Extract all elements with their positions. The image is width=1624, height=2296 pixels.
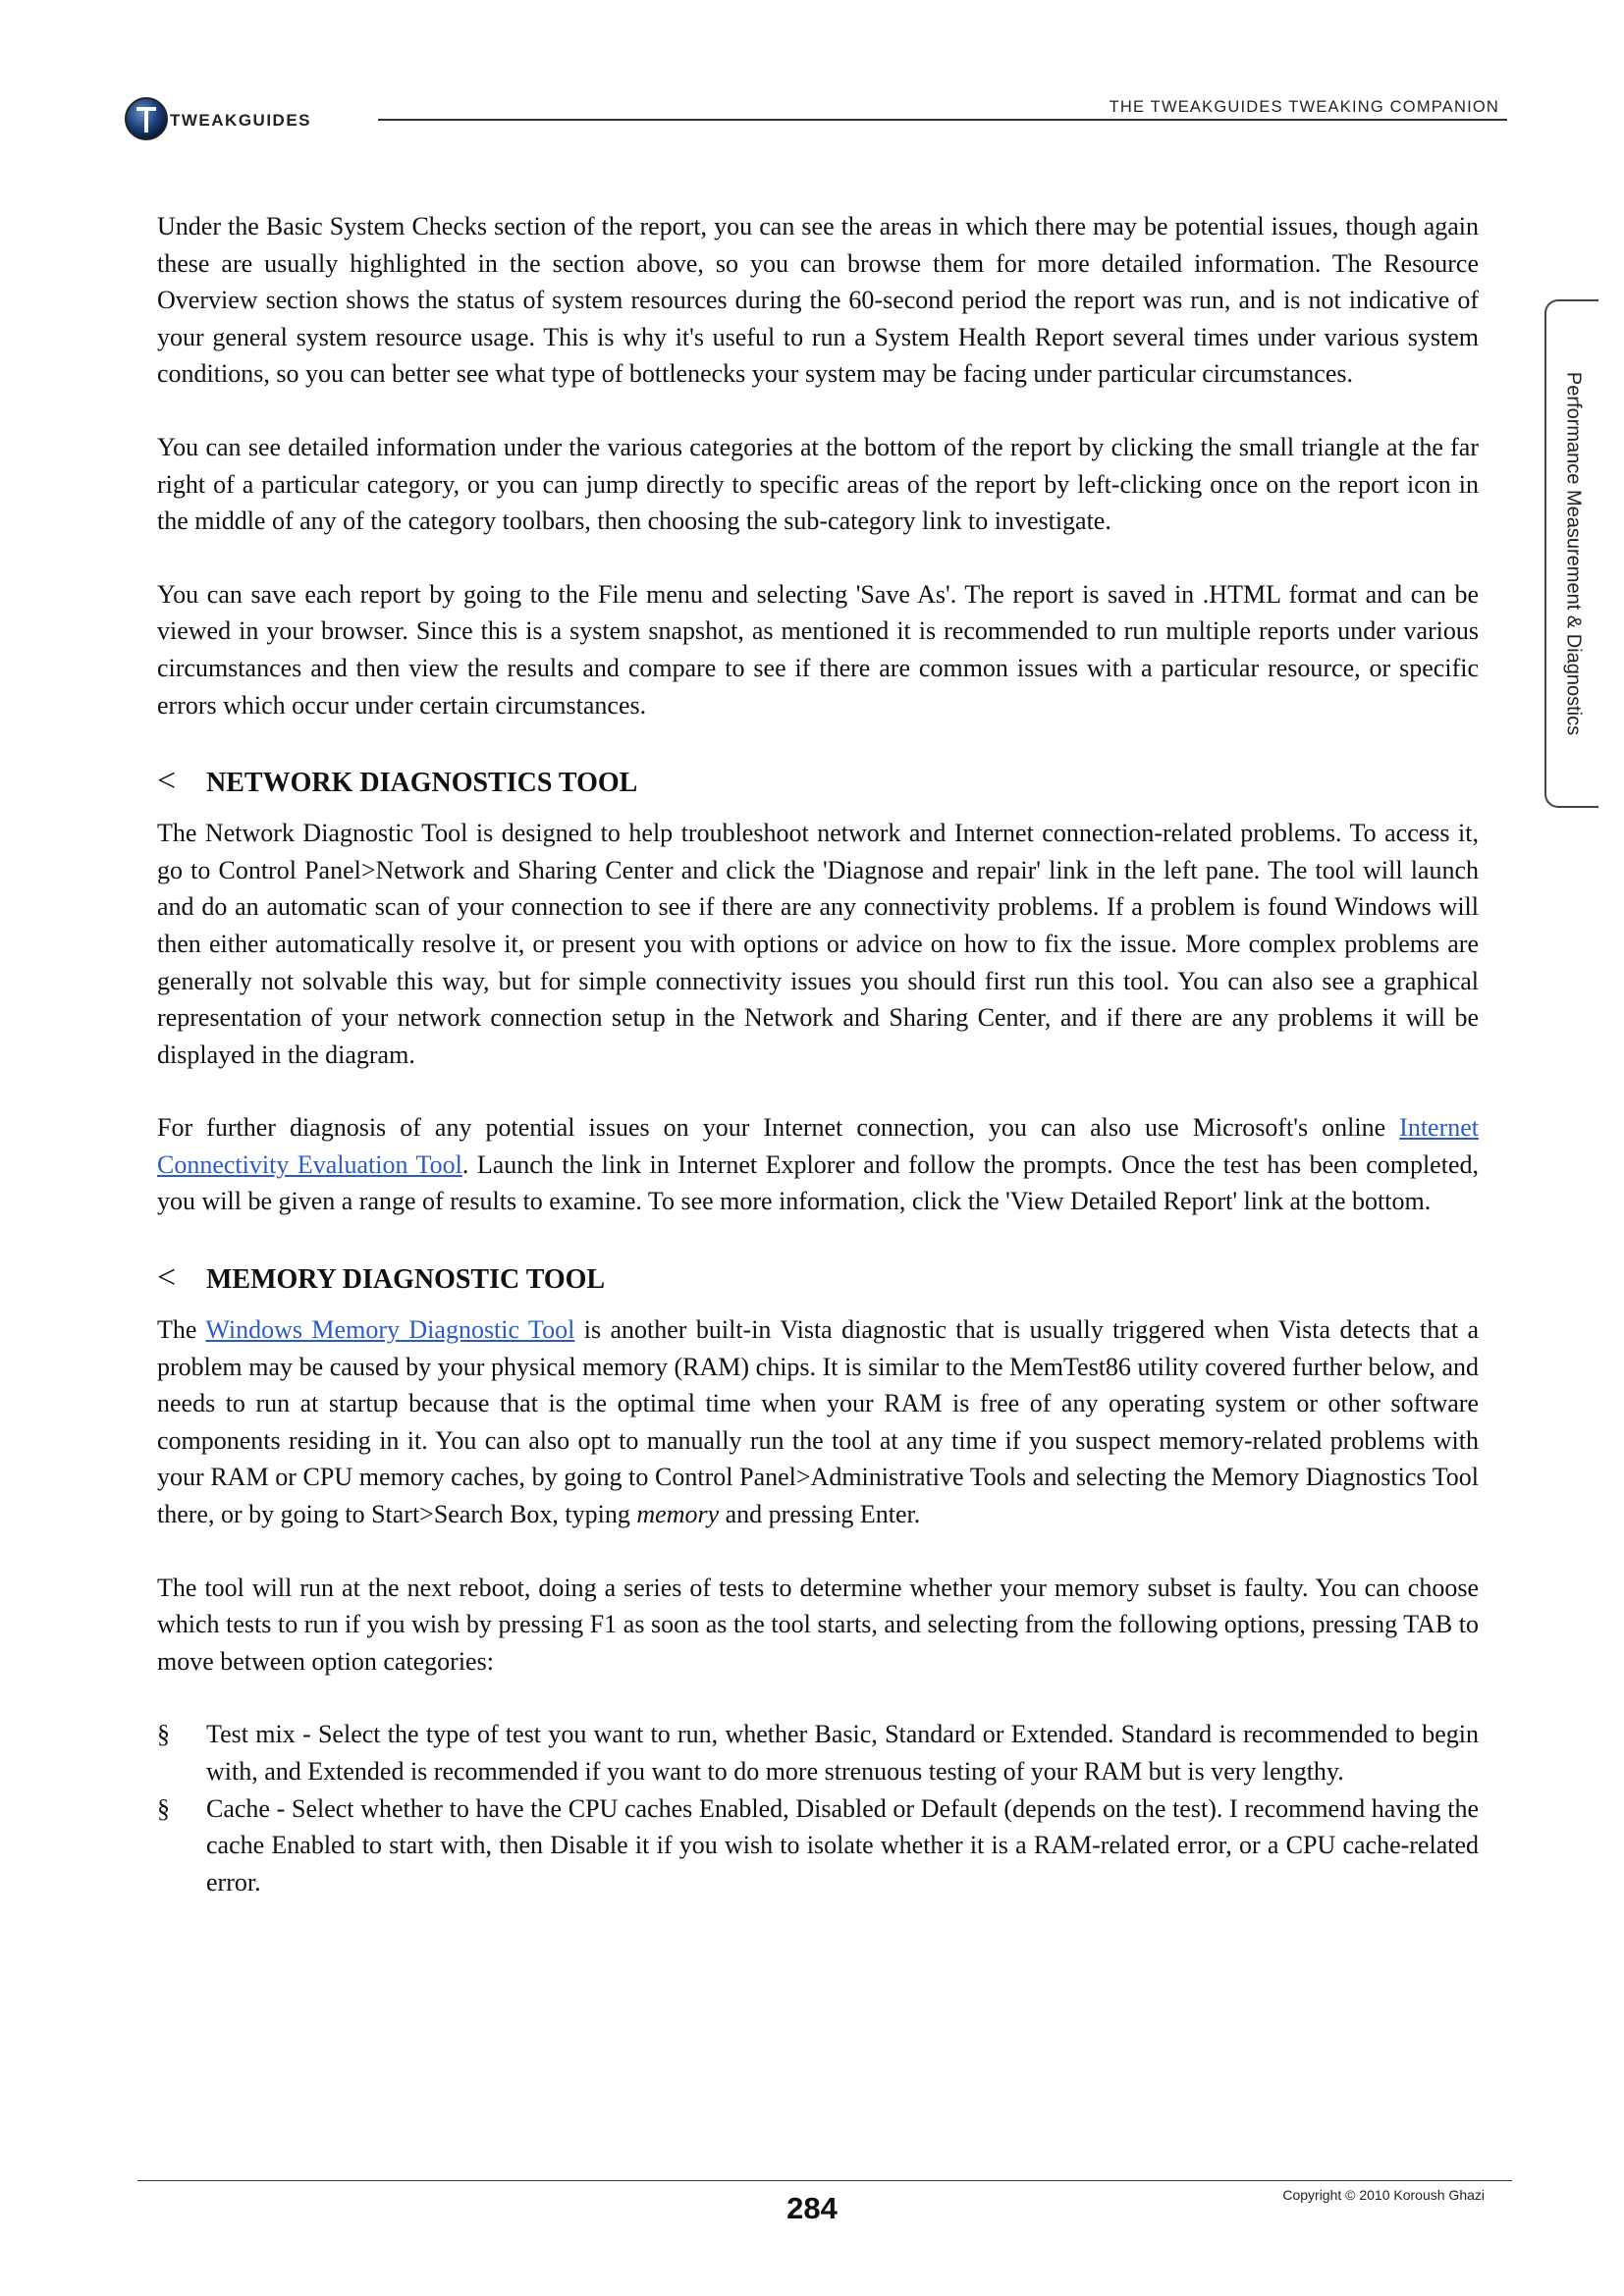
text-segment: . Launch the link in Internet Explorer and follow the prompts. Once the test has been completed, you will be given a range of results to examine. To see more information, click the 'View Detailed Report' link at the bottom. bbox=[157, 1149, 1479, 1216]
logo-text: TWEAKGUIDES bbox=[170, 111, 311, 130]
paragraph-network-tool: The Network Diagnostic Tool is designed to help troubleshoot network and Internet connection-related problems. To access it, go to Control Panel>Network and Sharing Center and click the 'Diagnose and repair' link in the left pane. The tool will launch and do an automatic scan of your connection to see if there are any connectivity problems. If a problem is found Windows will then either automatically resolve it, or present you with options or advice on how to fix the issue. More complex problems are generally not solvable this way, but for simple connectivity issues you should first run this tool. You can also see a graphical representation of your network connection setup in the Network and Sharing Center, and if there are any problems it will be displayed in the diagram. bbox=[157, 819, 1479, 1069]
section-arrow-icon: < bbox=[157, 1259, 177, 1297]
chapter-side-tab bbox=[1544, 299, 1598, 808]
section-heading-network-text: NETWORK DIAGNOSTICS TOOL bbox=[206, 768, 638, 799]
tweakguides-logo bbox=[123, 93, 358, 142]
paragraph-save-report: You can save each report by going to the File menu and selecting 'Save As'. The report is saved in .HTML format and can be viewed in your browser. Since this is a system snapshot, as mentioned it is recommended to run multiple reports under various circumstances and then view the results and compare to see if there are common issues with a particular resource, or specific errors which occur under certain circumstances. bbox=[157, 579, 1479, 720]
list-item-text: Test mix - Select the type of test you want to run, whether Basic, Standard or Extended. Standard is recommended to begin with, and Extended is recommended if you want to do more strenuous testing of your RAM but is very lengthy. bbox=[206, 1720, 1479, 1786]
text-segment: For further diagnosis of any potential issues on your Internet connection, you can also use Microsoft's online bbox=[157, 1113, 1400, 1143]
text-segment: The bbox=[157, 1315, 206, 1345]
list-item-text: Cache - Select whether to have the CPU caches Enabled, Disabled or Default (depends on the test). I recommend having the cache Enabled to start with, then Disable it if you wish to isolate whether it is a RAM-related error, or a CPU cache-related error. bbox=[206, 1793, 1479, 1896]
page-number: 284 bbox=[786, 2191, 838, 2225]
section-heading-network bbox=[157, 760, 1479, 805]
paragraph-network-further bbox=[157, 1109, 1479, 1220]
list-item bbox=[157, 1790, 1479, 1901]
page-header bbox=[123, 93, 1507, 142]
header-rule bbox=[378, 119, 1507, 121]
paragraph-memory-reboot: The tool will run at the next reboot, doing a series of tests to determine whether your memory subset is faulty. You can choose which tests to run if you wish by pressing F1 as soon as the tool starts, and selecting from the following options, pressing TAB to move between option categories: bbox=[157, 1573, 1479, 1676]
windows-memory-diagnostic-tool-link[interactable]: Windows Memory Diagnostic Tool bbox=[205, 1315, 575, 1345]
chapter-side-tab-label: Performance Measurement & Diagnostics bbox=[1562, 371, 1584, 736]
text-segment: is another built-in Vista diagnostic that is usually triggered when Vista detects that a problem may be caused by your physical memory (RAM) chips. It is similar to the MemTest86 utility covered further below, and needs to run at startup because that is the optimal time when your RAM is free of any operating system or other software components residing in it. You can also opt to manually run the tool at any time if you suspect memory-related problems with your RAM or CPU memory caches, by going to Control Panel>Administrative Tools and selecting the Memory Diagnostics Tool there, or by going to Start>Search Box, typing bbox=[157, 1315, 1480, 1529]
section-heading-memory bbox=[157, 1256, 1479, 1302]
text-segment-italic: memory bbox=[636, 1500, 720, 1529]
paragraph-detailed-information: You can see detailed information under the various categories at the bottom of the report by clicking the small triangle at the far right of a particular category, or you can jump directly to specific areas of the report by left-clicking once on the report icon in the middle of any of the category toolbars, then choosing the sub-category link to investigate. bbox=[157, 432, 1479, 536]
memory-options-list bbox=[157, 1716, 1479, 1900]
text-segment: and pressing Enter. bbox=[719, 1500, 921, 1529]
bullet-section-icon: § bbox=[157, 1720, 170, 1749]
page-content bbox=[157, 208, 1479, 1900]
internet-connectivity-evaluation-tool-link[interactable]: Internet Connectivity Evaluation Tool bbox=[157, 1113, 1479, 1179]
paragraph-memory-tool bbox=[157, 1311, 1479, 1533]
header-title: THE TWEAKGUIDES TWEAKING COMPANION bbox=[1109, 98, 1499, 116]
list-item bbox=[157, 1716, 1479, 1789]
copyright-notice: Copyright © 2010 Koroush Ghazi bbox=[1282, 2187, 1485, 2203]
section-heading-memory-text: MEMORY DIAGNOSTIC TOOL bbox=[206, 1264, 606, 1296]
footer-rule bbox=[137, 2180, 1512, 2181]
bullet-section-icon: § bbox=[157, 1793, 170, 1823]
paragraph-basic-system-checks: Under the Basic System Checks section of the report, you can see the areas in which there may be potential issues, though again these are usually highlighted in the section above, so you can browse them for more detailed information. The Resource Overview section shows the status of system resources during the 60-second period the report was run, and is not indicative of your general system resource usage. This is why it's useful to run a System Health Report several times under various system conditions, so you can better see what type of bottlenecks your system may be facing under particular circumstances. bbox=[157, 212, 1479, 389]
section-arrow-icon: < bbox=[157, 763, 177, 800]
